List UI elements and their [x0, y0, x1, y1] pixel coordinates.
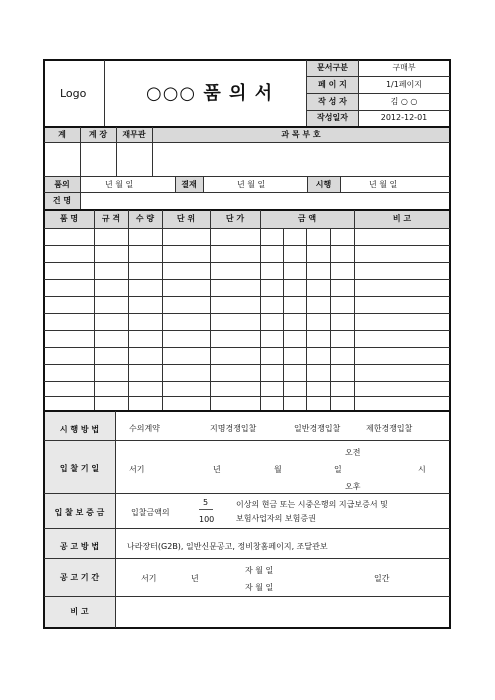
deposit-numerator: 5 [203, 498, 209, 507]
deposit-label: 입 찰 보 증 금 [54, 508, 105, 517]
notice-method-text: 나라장터(G2B), 일반신문공고, 정비창홈페이지, 조달관보 [127, 542, 328, 551]
deposit-text-1: 이상의 현금 또는 시중은행의 지급보증서 및 [236, 500, 388, 509]
method-label: 시 행 방 법 [59, 425, 100, 434]
bid-date-prefix: 서기 [129, 465, 145, 474]
info-label-date: 작성일자 [317, 113, 348, 122]
notice-period-to: 자 월 일 [245, 583, 274, 592]
info-label-page: 페 이 지 [318, 80, 347, 89]
method-option-general: 일반경쟁입찰 [294, 424, 341, 433]
bid-date-hour: 시 [418, 465, 426, 474]
info-value-author: 김 ○ ○ [390, 97, 418, 106]
approval-col-clerk: 계 [58, 130, 66, 139]
info-label-author: 작 성 자 [318, 97, 347, 106]
notice-period-days: 일간 [374, 574, 390, 583]
items-col-remark: 비 고 [392, 214, 412, 223]
method-option-restricted: 제한경쟁입찰 [366, 424, 413, 433]
remark-label: 비 고 [70, 607, 89, 616]
logo: Logo [60, 87, 87, 100]
items-col-price: 단 가 [225, 214, 245, 223]
request-date-label: 품의 [54, 180, 70, 189]
method-option-designated: 지명경쟁입찰 [210, 424, 257, 433]
settle-date-value: 년 월 일 [237, 180, 266, 189]
items-col-amount: 금 액 [297, 214, 317, 223]
notice-period-year: 년 [191, 574, 199, 583]
deposit-text-2: 보험사업자의 보험증권 [236, 514, 316, 523]
info-value-page: 1/1페이지 [385, 80, 423, 89]
info-label-doc-type: 문서구분 [317, 63, 348, 72]
items-col-spec: 규 격 [101, 214, 121, 223]
method-option-private: 수의계약 [129, 424, 160, 433]
info-value-doc-type: 구매부 [392, 63, 416, 72]
items-col-unit: 단 위 [176, 214, 196, 223]
items-col-qty: 수 량 [135, 214, 155, 223]
bid-date-day: 일 [334, 465, 342, 474]
deposit-denominator: 100 [199, 515, 215, 524]
bid-date-year: 년 [213, 465, 221, 474]
notice-period-label: 공 고 기 간 [59, 573, 100, 582]
bid-date-label: 입 찰 기 일 [59, 464, 100, 473]
info-value-date: 2012-12-01 [380, 113, 428, 122]
bid-date-am: 오전 [345, 448, 361, 457]
logo-cell [44, 60, 104, 126]
exec-date-value: 년 월 일 [369, 180, 398, 189]
exec-date-label: 시행 [315, 180, 332, 189]
deposit-prefix: 입찰금액의 [131, 508, 170, 517]
account-code-label: 과 목 부 호 [281, 130, 321, 139]
notice-method-label: 공 고 방 법 [59, 542, 100, 551]
bid-date-pm: 오후 [345, 482, 361, 491]
notice-period-prefix: 서기 [141, 574, 157, 583]
subject-label: 건 명 [52, 196, 72, 205]
items-col-name: 품 명 [59, 214, 79, 223]
approval-col-finance: 재무관 [122, 130, 146, 139]
notice-period-from: 자 월 일 [245, 566, 274, 575]
bid-date-month: 월 [274, 465, 282, 474]
request-date-value: 년 월 일 [105, 180, 134, 189]
approval-col-chief: 계 장 [88, 130, 108, 139]
page-title: ○○○ 품 의 서 [146, 83, 274, 104]
settle-date-label: 결재 [181, 180, 197, 189]
